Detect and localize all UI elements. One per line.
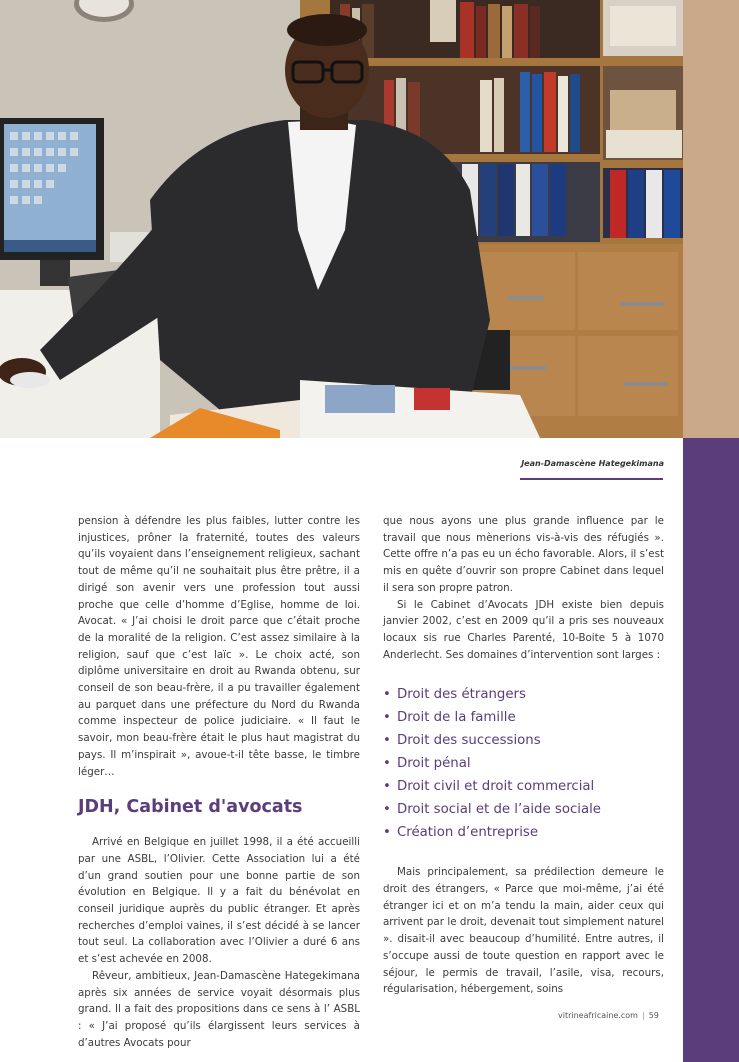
paragraph: que nous ayons une plus grande influence par le travail que nous mènerions vis-à-vis des réfugiés ». Cette offre n’a pas eu un écho favorable. Alors, il s’est mis en quête d’ouvrir son propre Cabinet dans lequel il sera son propre patron. (383, 515, 664, 594)
paragraph: Si le Cabinet d’Avocats JDH existe bien depuis janvier 2002, c’est en 2009 qu’il a pris ses nouveaux locaux sis rue Charles Parenté, 10-Boite 5 à 1070 Anderlecht. Ses domaines d’intervention sont larges : (383, 598, 664, 661)
bullet-icon: • (383, 687, 391, 703)
photo-caption: Jean-Damascène Hategekimana (521, 459, 664, 468)
portrait-photo (0, 0, 683, 438)
photo-edge-strip (683, 0, 739, 438)
list-item: • Droit pénal (383, 752, 664, 775)
purple-sidebar-band (683, 438, 739, 1062)
list-item: • Droit des étrangers (383, 683, 664, 706)
footer-site: vitrineafricaine.com (558, 1011, 638, 1020)
caption-underline (520, 478, 663, 480)
paragraph: pension à défendre les plus faibles, lutter contre les injustices, prôner la fraternité, toutes des valeurs qu’ils voyaient dans l’enseignement religieux, sachant tout de même qu’il ne souhaitait plus être prêtre, il a dirigé son avenir vers une profession tout aussi proche que celle d’homme d’Eglise, homme de loi. Avocat. « J’ai choisi le droit parce que c’était proche de la moralité de la religion. C’est assez similaire à la religion, sauf que c’est laïc ». Le choix acté, son diplôme universitaire en droit au Rwanda obtenu, sur conseil de son beau-frère, il a pu travailler également au parquet dans une préfecture du Nord du Rwanda comme inspecteur de police judiciaire. « Il faut le savoir, mon beau-frère était le plus haut magistrat du pays. Il m’inspirait », avoue-t-il tête basse, le timbre léger… (78, 515, 360, 778)
footer-separator: | (641, 1011, 645, 1020)
list-item: • Droit des successions (383, 729, 664, 752)
bullet-icon: • (383, 825, 391, 841)
page-footer (558, 1011, 659, 1020)
section-heading: JDH, Cabinet d'avocats (78, 797, 303, 818)
bullet-icon: • (383, 733, 391, 749)
bullet-icon: • (383, 710, 391, 726)
paragraph: Mais principalement, sa prédilection demeure le droit des étrangers, « Parce que moi-même, j’ai été étranger ici et on m’a tendu la main, aider ceux qui arrivent par le droit, devenait tout simplement naturel ». disait-il avec beaucoup d’humilité. Entre autres, il s’occupe aussi de toute question en rapport avec le séjour, le permis de travail, l’asile, visa, recours, régularisation, hébergement, soins (383, 866, 664, 996)
list-item: • Droit civil et droit commercial (383, 775, 664, 798)
paragraph: Arrivé en Belgique en juillet 1998, il a été accueilli par une ASBL, l’Olivier. Cette Association lui a été d’un grand soutien pour une bonne partie de son évolution en Belgique. Il y a fait du bénévolat en conseil juridique auprès du public étranger. Et après recherches d’emploi vaines, il s’est décidé à se lancer tout seul. La collaboration avec l’Olivier a duré 6 ans et s’est achevée en 2008. (78, 836, 360, 966)
bullet-icon: • (383, 779, 391, 795)
right-column (383, 513, 664, 998)
page-number: 59 (648, 1011, 659, 1020)
list-item: • Création d’entreprise (383, 821, 664, 844)
paragraph: Rêveur, ambitieux, Jean-Damascène Hategekimana après six années de service voyait désormais plus grand. Il a fait des propositions dans ce sens à l’ ASBL : « J’ai proposé qu’ils élargissent leurs services à d’autres Avocats pour (78, 969, 360, 1049)
bullet-icon: • (383, 756, 391, 772)
bullet-icon: • (383, 802, 391, 818)
list-item: • Droit social et de l’aide sociale (383, 798, 664, 821)
office-scene-illustration (0, 0, 683, 438)
list-item: • Droit de la famille (383, 706, 664, 729)
practice-areas-list (383, 683, 664, 844)
left-column (78, 513, 360, 1051)
